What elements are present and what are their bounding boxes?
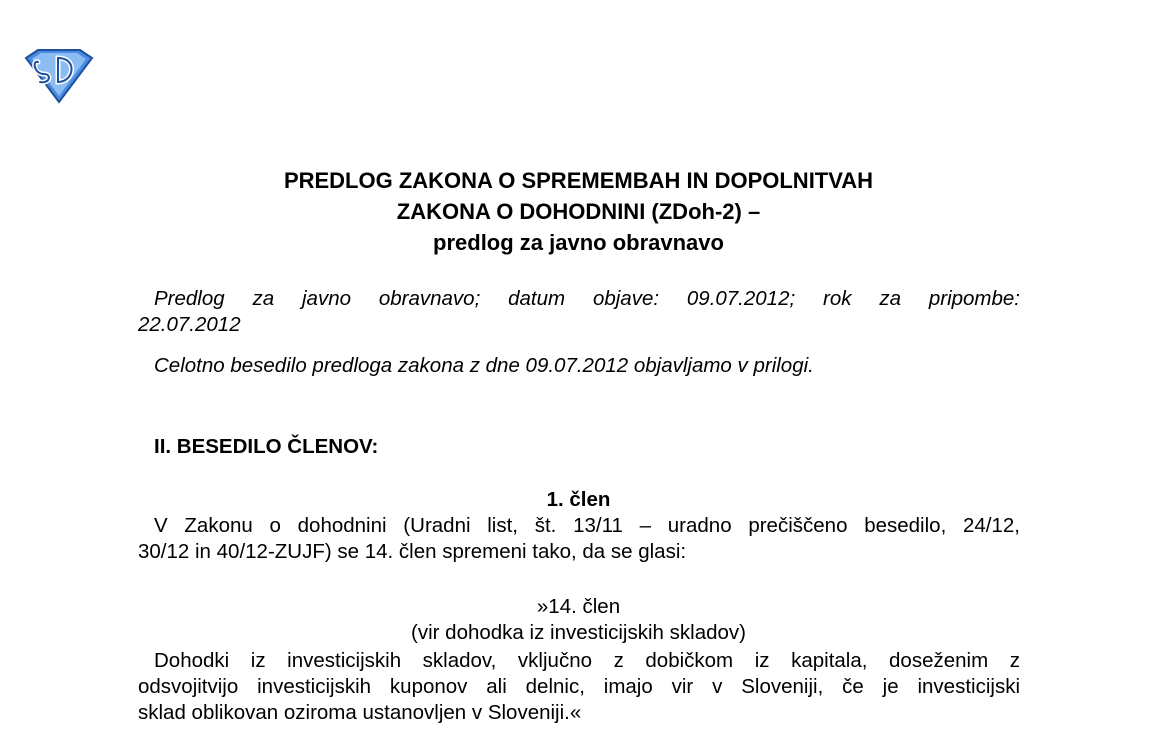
article-1-body [138, 513, 1020, 565]
article-14-line-3: sklad oblikovan oziroma ustanovljen v Sloveniji.« [138, 701, 582, 724]
article-1-heading: 1. člen [546, 488, 611, 511]
article-1-line-2: 30/12 in 40/12-ZUJF) se 14. člen spremeni tako, da se glasi: [138, 540, 687, 563]
article-14-heading: »14. člen [536, 595, 621, 618]
intro-paragraph [138, 286, 1020, 338]
intro-line-2: 22.07.2012 [138, 313, 241, 336]
intro-para-2-text: Celotno besedilo predloga zakona z dne 09.07.2012 objavljamo v prilogi. [154, 354, 814, 377]
document-title-line-3: predlog za javno obravnavo [433, 230, 724, 255]
section-heading [138, 434, 1020, 460]
article-1-line-1: V Zakonu o dohodnini (Uradni list, št. 13/11 – uradno prečiščeno besedilo, 24/12, [154, 514, 1020, 537]
document-title-line-2: ZAKONA O DOHODNINI (ZDoh-2) – [396, 199, 761, 224]
section-heading-text: II. BESEDILO ČLENOV: [154, 435, 379, 458]
sd-logo [22, 48, 96, 104]
intro-line-1: Predlog za javno obravnavo; datum objave: 09.07.2012; rok za pripombe: [154, 287, 1020, 310]
article-14-subheading: (vir dohodka iz investicijskih skladov) [411, 621, 746, 644]
article-14-line-1: Dohodki iz investicijskih skladov, vključno z dobičkom iz kapitala, doseženim z [154, 649, 1020, 672]
article-14-line-2: odsvojitvijo investicijskih kuponov ali delnic, imajo vir v Sloveniji, če je investicijski [138, 675, 1020, 698]
intro-paragraph-2 [138, 353, 1020, 379]
document-title-line-1: PREDLOG ZAKONA O SPREMEMBAH IN DOPOLNITVAH [283, 168, 874, 193]
article-14-body [138, 648, 1020, 726]
